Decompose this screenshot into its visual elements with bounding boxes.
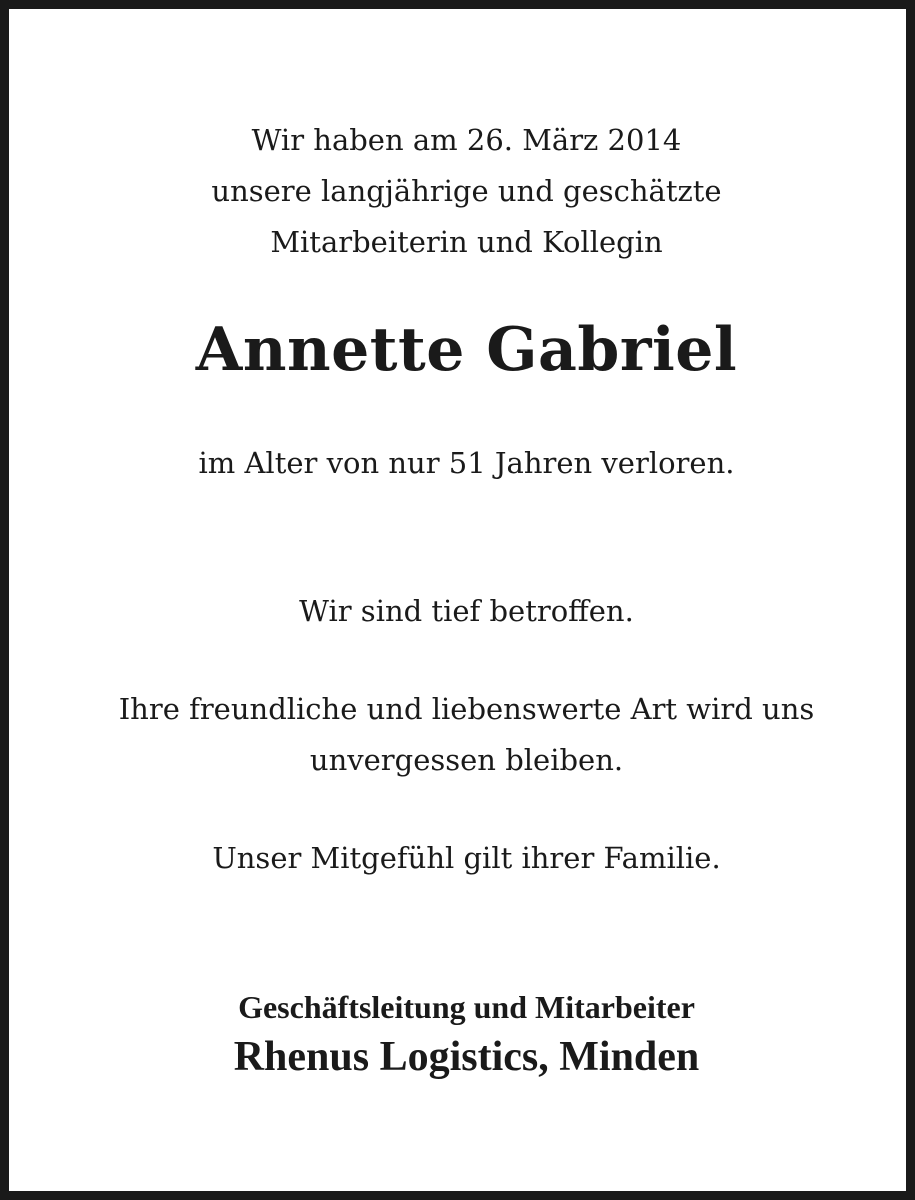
- signature-company: Rhenus Logistics, Minden: [233, 1034, 700, 1080]
- deceased-name: Annette Gabriel: [195, 315, 738, 385]
- sympathy-line: Unser Mitgefühl gilt ihrer Familie.: [212, 841, 721, 875]
- remembrance-line-2: unvergessen bleiben.: [309, 743, 624, 777]
- remembrance-line-1: Ihre freundliche und liebenswerte Art wird uns: [118, 692, 815, 726]
- signature-group: Geschäftsleitung und Mitarbeiter: [238, 989, 695, 1025]
- age-line: im Alter von nur 51 Jahren verloren.: [198, 446, 735, 480]
- intro-line-1: Wir haben am 26. März 2014: [251, 123, 682, 157]
- intro-line-2: unsere langjährige und geschätzte: [211, 174, 722, 208]
- intro-line-3: Mitarbeiterin und Kollegin: [270, 225, 663, 259]
- statement-line: Wir sind tief betroffen.: [299, 594, 634, 628]
